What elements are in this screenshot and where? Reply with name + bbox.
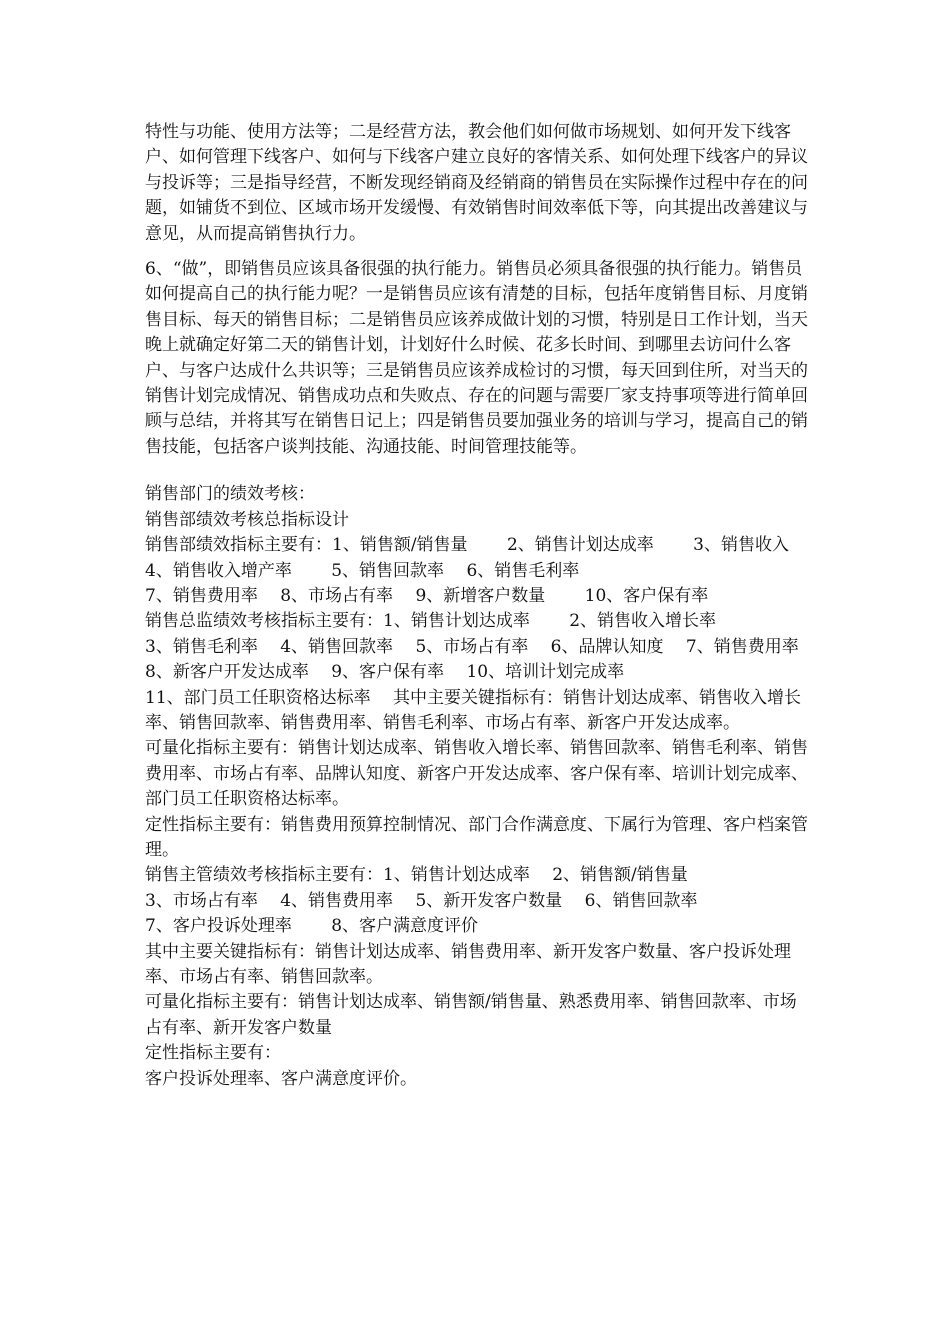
sales-director-key-kpis: 11、部门员工任职资格达标率 其中主要关键指标有：销售计划达成率、销售收入增长率、销售回款率、销售费用率、销售毛利率、市场占有率、新客户开发达成率。 bbox=[145, 687, 802, 733]
sales-director-qualitative-kpis: 定性指标主要有：销售费用预算控制情况、部门合作满意度、下属行为管理、客户档案管理。 bbox=[145, 814, 808, 860]
paragraph-execution-ability: 6、“做”，即销售员应该具备很强的执行能力。销售员必须具备很强的执行能力。销售员如何提高自己的执行能力呢？一是销售员应该有清楚的目标，包括年度销售目标、月度销售目标、每天的销售目标；二是销售员应该养成做计划的习惯，特别是日工作计划，当天晚上就确定好第二天的销售计划，计划好什么时候、花多长时间、到哪里去访问什么客户、与客户达成什么共识等；三是销售员应该养成检讨的习惯，每天回到住所，对当天的销售计划完成情况、销售成功点和失败点、存在的问题与需要厂家支持事项等进行简单回顾与总结，并将其写在销售日记上；四是销售员要加强业务的培训与学习，提高自己的销售技能，包括客户谈判技能、沟通技能、时间管理技能等。 bbox=[145, 259, 808, 457]
sales-dept-kpi-list-cont: 7、销售费用率 8、市场占有率 9、新增客户数量 10、客户保有率 bbox=[145, 585, 709, 606]
sales-supervisor-key-kpis: 其中主要关键指标有：销售计划达成率、销售费用率、新开发客户数量、客户投诉处理率、市场占有率、销售回款率。 bbox=[145, 941, 791, 987]
sales-supervisor-qualitative-kpis: 客户投诉处理率、客户满意度评价。 bbox=[145, 1068, 417, 1089]
section-heading-sales-dept-kpi: 销售部门的绩效考核： bbox=[145, 484, 315, 505]
subheading-sales-dept-kpi-design: 销售部绩效考核总指标设计 bbox=[145, 509, 349, 530]
sales-supervisor-qualitative-heading: 定性指标主要有： bbox=[145, 1043, 281, 1064]
sales-supervisor-kpi-list-cont: 3、市场占有率 4、销售费用率 5、新开发客户数量 6、销售回款率 bbox=[145, 890, 698, 911]
sales-director-kpi-list: 销售总监绩效考核指标主要有：1、销售计划达成率 2、销售收入增长率 bbox=[145, 611, 717, 632]
sales-supervisor-quantifiable-kpis: 可量化指标主要有：销售计划达成率、销售额/销售量、熟悉费用率、销售回款率、市场占有率、新开发客户数量 bbox=[145, 992, 797, 1038]
sales-dept-kpi-list: 销售部绩效指标主要有：1、销售额/销售量 2、销售计划达成率 3、销售收入 4、销售收入增产率 5、销售回款率 6、销售毛利率 bbox=[145, 535, 829, 581]
sales-director-kpi-list-cont: 3、销售毛利率 4、销售回款率 5、市场占有率 6、品牌认知度 7、销售费用率 8、新客户开发达成率 9、客户保有率 10、培训计划完成率 bbox=[145, 636, 822, 683]
sales-supervisor-kpi-list-cont-2: 7、客户投诉处理率 8、客户满意度评价 bbox=[145, 916, 479, 937]
paragraph-sales-training: 特性与功能、使用方法等；二是经营方法，教会他们如何做市场规划、如何开发下线客户、如何管理下线客户、如何与下线客户建立良好的客情关系、如何处理下线客户的异议与投诉等；三是指导经营，不断发现经销商及经销商的销售员在实际操作过程中存在的问题，如铺货不到位、区域市场开发缓慢、有效销售时间效率低下等，向其提出改善建议与意见，从而提高销售执行力。 bbox=[145, 122, 808, 244]
document-body bbox=[145, 120, 829, 1092]
sales-director-quantifiable-kpis: 可量化指标主要有：销售计划达成率、销售收入增长率、销售回款率、销售毛利率、销售费用率、市场占有率、品牌认知度、新客户开发达成率、客户保有率、培训计划完成率、部门员工任职资格达标率。 bbox=[145, 738, 808, 810]
sales-supervisor-kpi-list: 销售主管绩效考核指标主要有：1、销售计划达成率 2、销售额/销售量 bbox=[145, 865, 688, 886]
